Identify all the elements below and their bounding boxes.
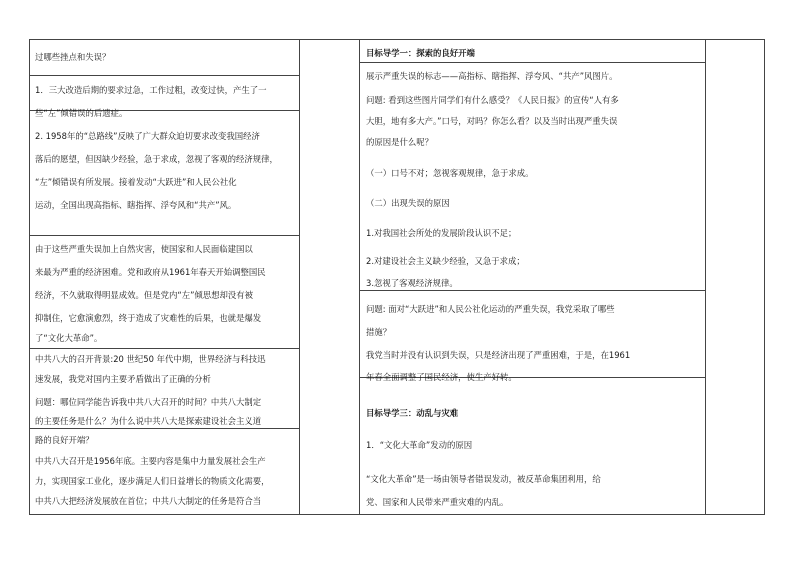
paragraph-line: 1.对我国社会所处的发展阶段认识不足； bbox=[366, 228, 517, 238]
paragraph-line: 中共八大把经济发展放在首位；中共八大制定的任务是符合当 bbox=[35, 496, 262, 506]
paragraph-line: 的主要任务是什么？为什么说中共八大是探索建设社会主义道 bbox=[35, 416, 262, 426]
paragraph-line: 来最为严重的经济困难。党和政府从1961年春天开始调整国民 bbox=[35, 267, 266, 277]
left-column bbox=[30, 40, 299, 514]
paragraph-line: 中共八大召开是1956年底。主要内容是集中力量发展社会生产 bbox=[35, 456, 266, 466]
paragraph-line: 措施？ bbox=[366, 327, 392, 337]
section-heading: 目标导学一：探索的良好开端 bbox=[366, 48, 475, 58]
paragraph-line: 2.对建设社会主义缺少经验，又急于求成； bbox=[366, 256, 525, 266]
paragraph-line: 些“左”倾错误的后遗症。 bbox=[35, 108, 128, 118]
paragraph-line: （一）口号不对；忽视客观规律，急于求成。 bbox=[366, 168, 534, 178]
paragraph-line: 落后的愿望，但因缺少经验，急于求成，忽视了客观的经济规律， bbox=[35, 154, 278, 164]
section-heading: 目标导学三：动乱与灾难 bbox=[366, 408, 459, 418]
paragraph-line: 3.忽视了客观经济规律。 bbox=[366, 278, 458, 288]
paragraph-line: 1．三大改造后期的要求过急，工作过粗，改变过快，产生了一 bbox=[35, 85, 267, 95]
paragraph-line: 中共八大的召开背景:20 世纪50 年代中期，世界经济与科技迅 bbox=[35, 354, 266, 364]
paragraph-line: 展示严重失误的标志——高指标、瞎指挥、浮夸风、“共产”风图片。 bbox=[366, 71, 618, 81]
paragraph-line: 抑制住，它愈演愈烈，终于造成了灾难性的后果，也就是爆发 bbox=[35, 313, 262, 323]
paragraph-line: 党、国家和人民带来严重灾难的内乱。 bbox=[366, 497, 509, 507]
paragraph-line: 1．“文化大革命”发动的原因 bbox=[366, 440, 473, 450]
right-column bbox=[360, 40, 705, 514]
paragraph-line: “文化大革命”是一场由领导者错误发动，被反革命集团利用，给 bbox=[366, 474, 601, 484]
paragraph-line: 大胆，地有多大产。”口号，对吗？你怎么看？以及当时出现严重失误 bbox=[366, 116, 618, 126]
paragraph-line: 路的良好开端？ bbox=[35, 435, 94, 445]
paragraph-line: “左”倾错误有所发展。接着发动“大跃进”和人民公社化 bbox=[35, 177, 237, 187]
lesson-table bbox=[29, 39, 765, 515]
paragraph-line: 速发展，我党对国内主要矛盾做出了正确的分析 bbox=[35, 374, 211, 384]
column-divider bbox=[705, 40, 706, 514]
paragraph-line: 运动，全国出现高指标、瞎指挥、浮夸风和“共产”风。 bbox=[35, 200, 237, 210]
paragraph-line: 力，实现国家工业化，逐步满足人们日益增长的物质文化需要， bbox=[35, 476, 270, 486]
paragraph-line: 了“文化大革命”。 bbox=[35, 333, 103, 343]
paragraph-line: 年春全面调整了国民经济，使生产好转。 bbox=[366, 372, 517, 382]
paragraph-line: （二）出现失误的原因 bbox=[366, 198, 450, 208]
intro-line: 过哪些挫点和失误？ bbox=[35, 52, 111, 62]
paragraph-line: 经济，不久就取得明显成效。但是党内“左”倾思想却没有被 bbox=[35, 290, 254, 300]
paragraph-line: 问题: 看到这些图片同学们有什么感受？《人民日报》的宣传“人有多 bbox=[366, 95, 619, 105]
paragraph-line: 问题：哪位同学能告诉我中共八大召开的时间？中共八大制定 bbox=[35, 397, 262, 407]
paragraph-line: 2. 1958年的“总路线”反映了广大群众迫切要求改变我国经济 bbox=[35, 131, 260, 141]
paragraph-line: 我党当时并没有认识到失误，只是经济出现了严重困难，于是，在1961 bbox=[366, 350, 631, 360]
paragraph-line: 的原因是什么呢？ bbox=[366, 137, 433, 147]
paragraph-line: 问题: 面对“大跃进”和人民公社化运动的严重失误，我党采取了哪些 bbox=[366, 304, 615, 314]
paragraph-line: 由于这些严重失误加上自然灾害，使国家和人民面临建国以 bbox=[35, 244, 253, 254]
column-divider bbox=[299, 40, 300, 514]
